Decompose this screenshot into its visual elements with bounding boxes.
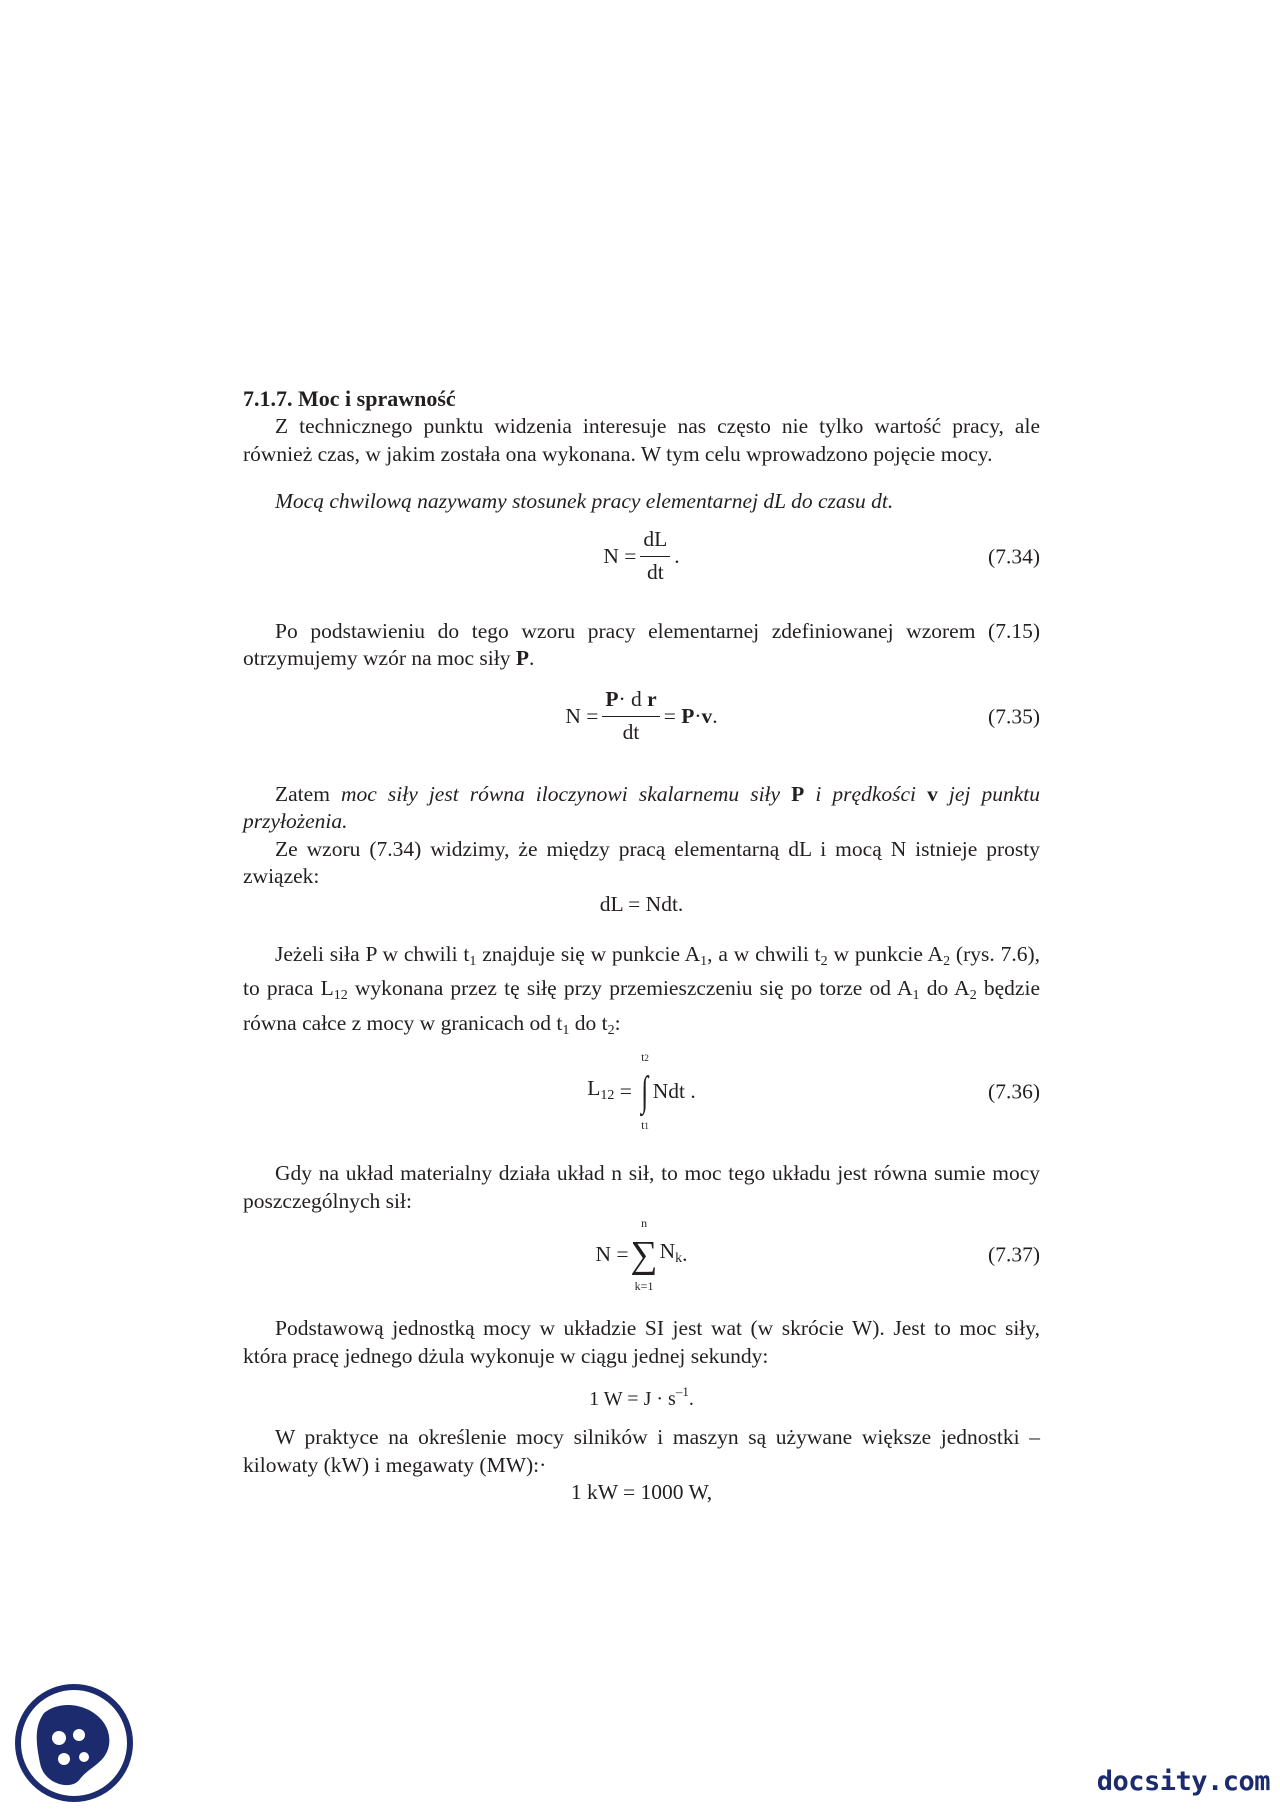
equation-7-34 [243, 516, 1040, 598]
eq35-denominator: dt [622, 720, 640, 745]
eq36-eq: = [619, 1079, 632, 1104]
eq34-numerator: dL [643, 527, 668, 552]
equation-7-36 [243, 1044, 1040, 1140]
eq35-number: (7.35) [988, 703, 1040, 728]
eq35-num-mid: · d [618, 687, 648, 712]
eq35-num-p: P [605, 687, 619, 712]
eq35-rhs-p: P [681, 703, 695, 728]
eq35-lhs: N = [565, 703, 599, 728]
eq37-body: $N_k$ [659, 1238, 683, 1266]
sum-icon: n ∑ k=1 [631, 1210, 658, 1301]
eq37-lhs: N = [595, 1242, 629, 1267]
equation-7-35 [243, 673, 1040, 761]
equation-7-37 [243, 1215, 1040, 1295]
paragraph-substitution [243, 618, 1040, 673]
definition-paragraph [243, 488, 1040, 516]
paragraph-integral-intro: Jeżeli siła P w chwili $t_1$ znajduje się w punkcie $A_1$, a w chwili $t_2$ w punkcie $A_2$ (rys. 7.6), to praca $L_{12}$ wykonana przez tę siłę przy przemieszczeniu się po torze od $A_1$ do $A_2$ będzie równa całce z mocy w granicach od $t_1$ do $t_2$: [243, 941, 1040, 1038]
eq35-num-r: r [647, 687, 657, 712]
eq36-lhs: $L_{12}$ [587, 1075, 615, 1103]
p4-f: jej punktu przyłożenia. [243, 781, 1041, 833]
equation-watt: 1 $W = J \cdot s^{-1}$. [589, 1384, 694, 1410]
p4-a: Zatem [275, 781, 330, 806]
eq36-body: Ndt . [652, 1079, 696, 1104]
p4-d: i prędkości [815, 781, 917, 806]
eq37-tail: . [682, 1242, 688, 1267]
equation-dL: dL = Ndt. [599, 891, 684, 916]
content-body [243, 385, 1040, 1507]
definition-text: Mocą chwilową nazywamy stosunek pracy elementarnej dL do czasu dt. [275, 489, 894, 513]
p4-b: moc siły jest równa iloczynowi skalarnemu siły [341, 781, 781, 806]
eq34-denominator: dt [646, 560, 664, 585]
eq37-number: (7.37) [988, 1242, 1040, 1267]
p3-bold: P [515, 646, 530, 670]
eq34-fraction [640, 526, 670, 587]
section-heading: 7.1.7. Moc i sprawność [243, 386, 456, 411]
integral-icon: t2 ∫ t1 [639, 1044, 651, 1141]
eq36-lower: t1 [641, 1118, 649, 1132]
eq34-tail: . [674, 543, 680, 568]
eq35-fraction [602, 686, 659, 747]
p4-e: v [927, 781, 938, 806]
eq35-numerator [602, 686, 659, 716]
paragraph-sum-intro: Gdy na układ materialny działa układ n sił, to moc tego układu jest równa sumie mocy poszczególnych sił: [243, 1161, 1040, 1213]
eq35-rhs-mid: · [694, 703, 702, 728]
eq36-number: (7.36) [988, 1079, 1040, 1104]
eq34-lhs: N = [603, 543, 637, 568]
eq36-upper: t2 [641, 1049, 649, 1064]
docsity-logo-icon [14, 1683, 134, 1803]
paragraph-practice: W praktyce na określenie mocy silników i maszyn są używane większe jednostki – kilowaty (kW) i megawaty (MW):· [243, 1425, 1040, 1477]
p3-end: . [529, 646, 535, 670]
eq34-number: (7.34) [988, 543, 1040, 568]
paragraph-conclusion [243, 781, 1040, 836]
p4-c: P [791, 781, 805, 806]
equation-kilowatt: 1 kW = 1000 W, [570, 1480, 713, 1504]
eq35-rhs-v: v [701, 703, 713, 728]
paragraph-intro: Z technicznego punktu widzenia interesuje nas często nie tylko wartość pracy, ale również czas, w jakim została ona wykonana. W tym celu wprowadzono pojęcie mocy. [243, 414, 1040, 466]
paragraph-watt: Podstawową jednostką mocy w układzie SI jest wat (w skrócie W). Jest to moc siły, która pracę jednego dżula wykonuje w ciągu jednej sekundy: [243, 1316, 1040, 1368]
eq35-eq: = [663, 703, 676, 728]
paragraph-relation: Ze wzoru (7.34) widzimy, że między pracą elementarną dL i mocą N istnieje prosty związek: [243, 836, 1040, 888]
eq35-tail: . [712, 703, 718, 728]
docsity-brand[interactable]: docsity.com [1096, 1766, 1270, 1797]
eq37-upper: n [641, 1215, 648, 1230]
eq37-lower: k=1 [634, 1279, 654, 1293]
p3-text: Po podstawieniu do tego wzoru pracy elementarnej zdefiniowanej wzorem (7.15) otrzymujemy wzór na moc siły [243, 618, 1040, 670]
